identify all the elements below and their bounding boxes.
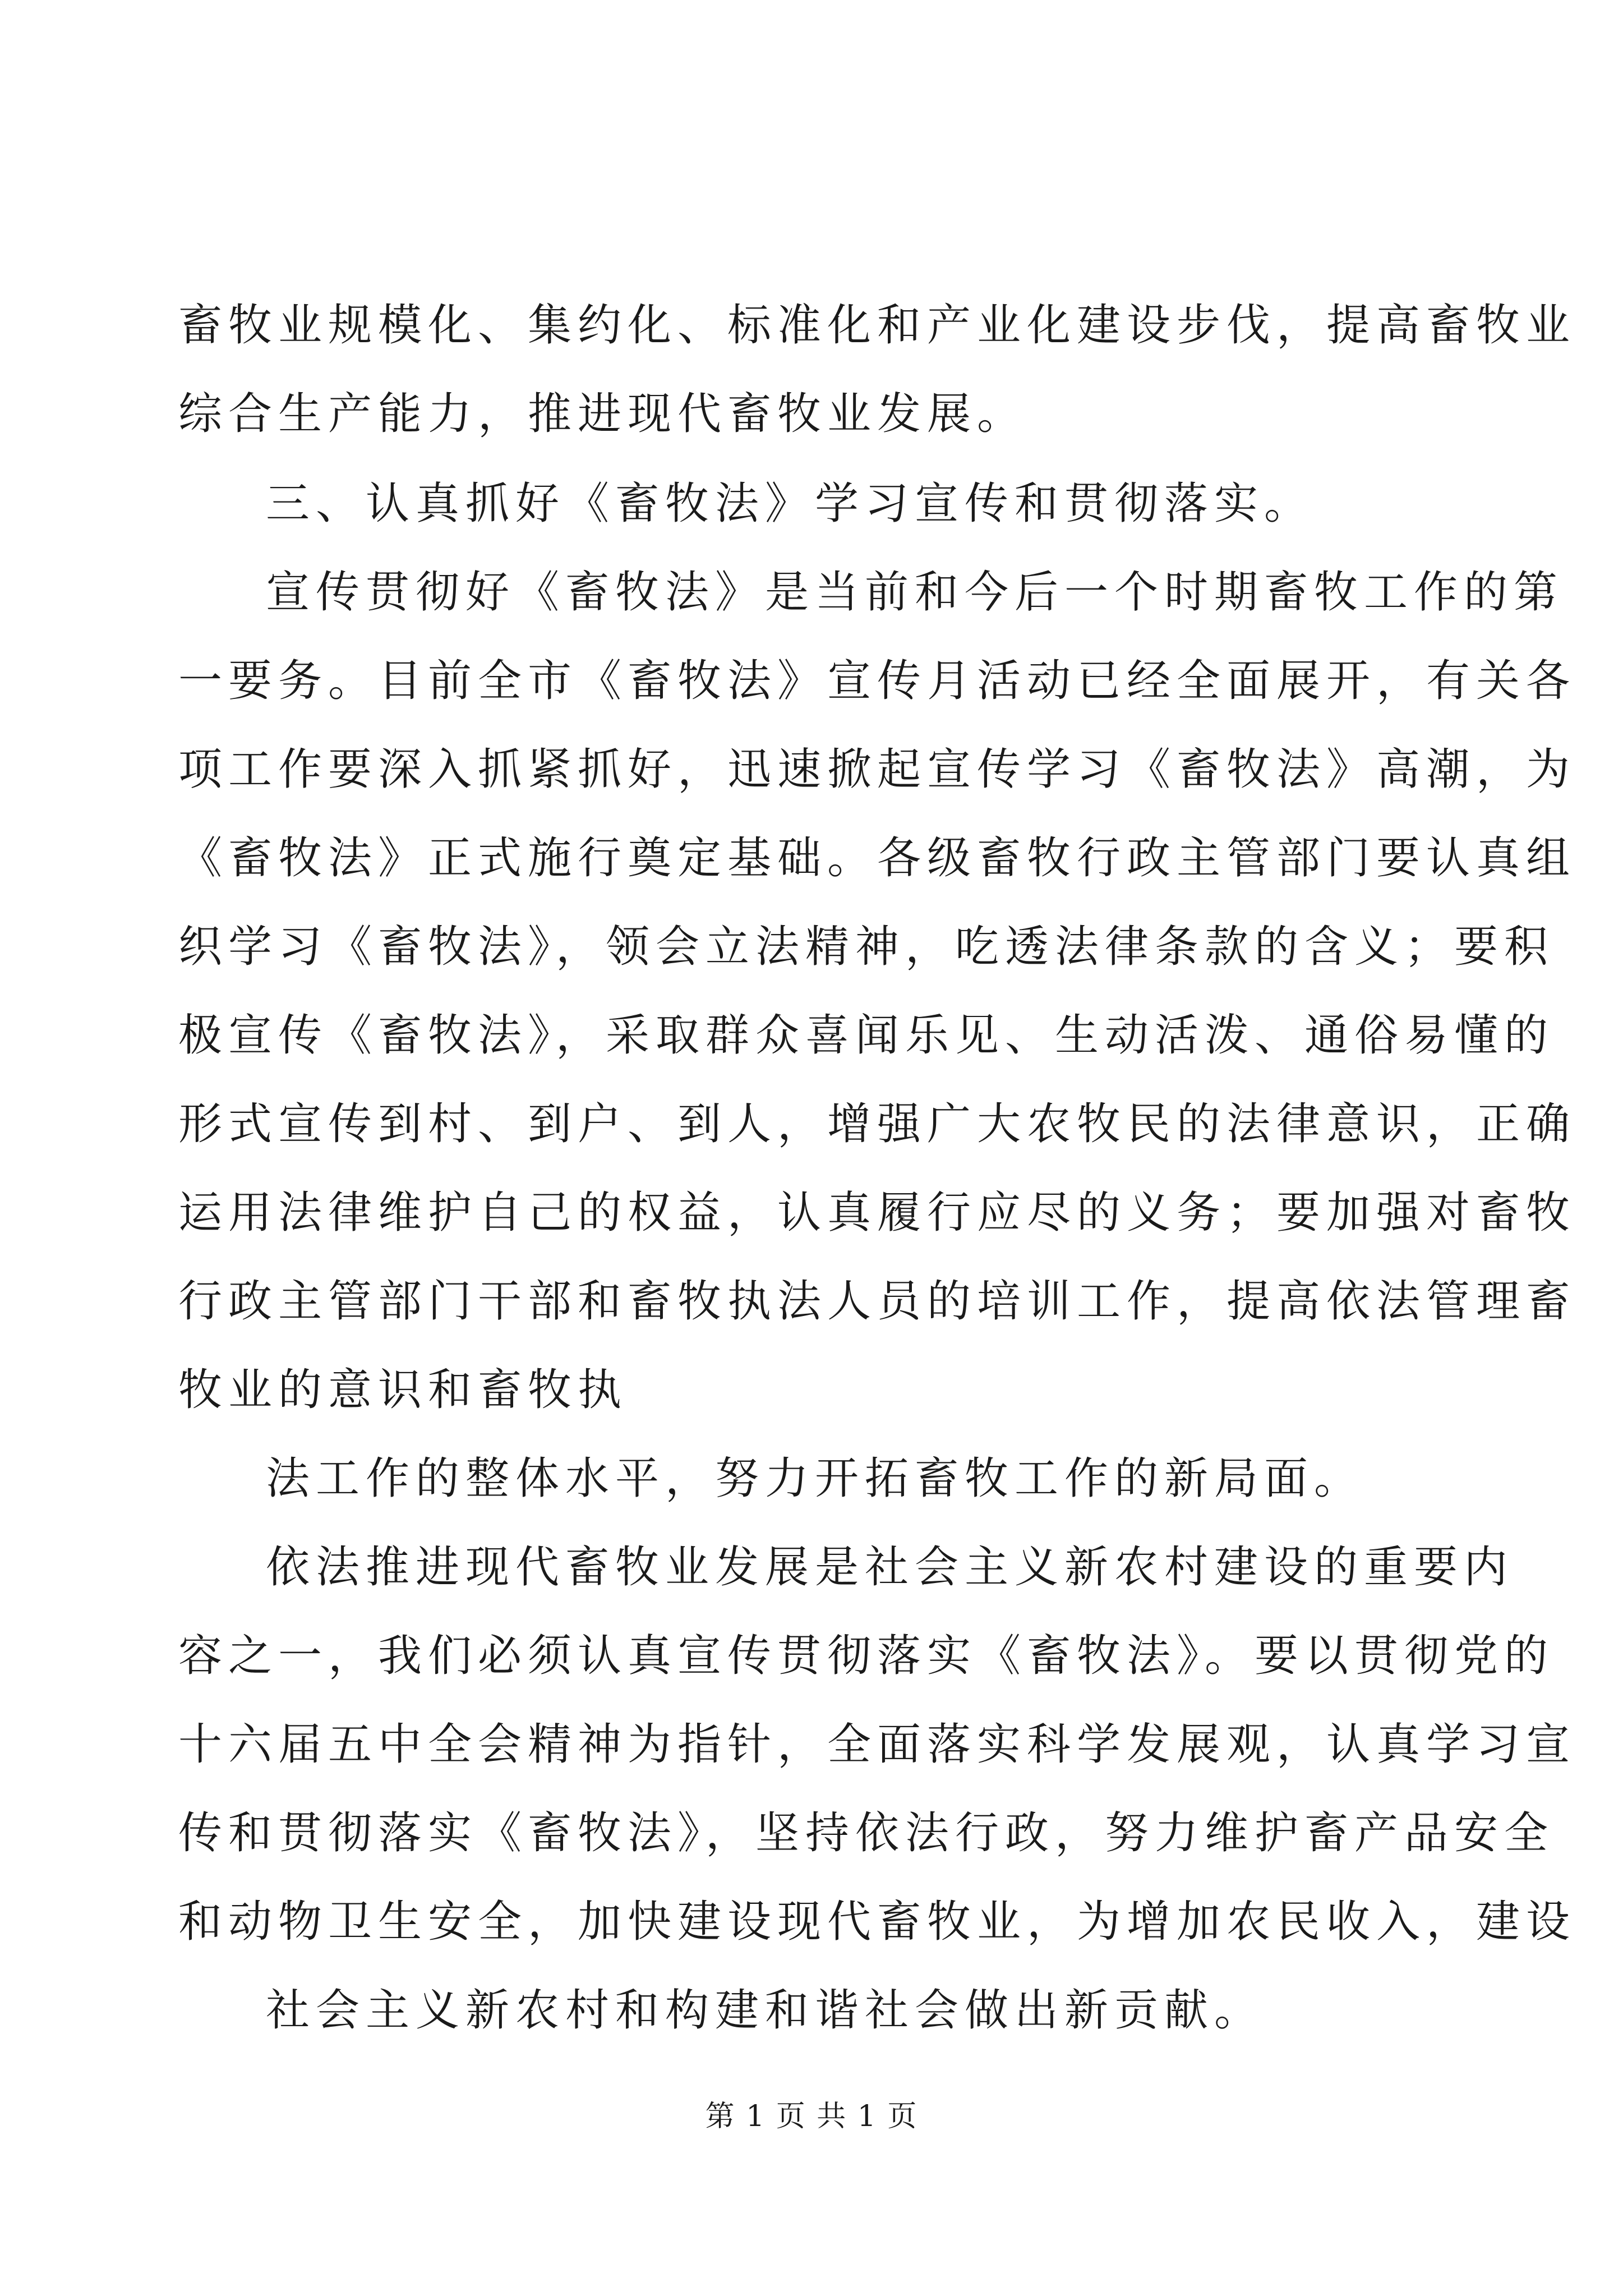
page-footer: 第 1 页 共 1 页 — [705, 2100, 918, 2133]
text-line: 畜牧业规模化、集约化、标准化和产业化建设步伐，提高畜牧业 — [178, 300, 1576, 351]
text-line: 社会主义新农村和构建和谐社会做出新贡献。 — [266, 1985, 1265, 2036]
section-heading: 三、认真抓好《畜牧法》学习宣传和贯彻落实。 — [266, 478, 1315, 529]
text-line: 项工作要深入抓紧抓好，迅速掀起宣传学习《畜牧法》高潮，为 — [178, 744, 1576, 795]
text-line: 织学习《畜牧法》，领会立法精神，吃透法律条款的含义；要积 — [178, 922, 1555, 972]
text-line: 行政主管部门干部和畜牧执法人员的培训工作，提高依法管理畜 — [178, 1276, 1576, 1327]
text-line: 综合生产能力，推进现代畜牧业发展。 — [178, 389, 1027, 439]
text-line: 容之一，我们必须认真宣传贯彻落实《畜牧法》。要以贯彻党的 — [178, 1631, 1555, 1681]
text-line: 传和贯彻落实《畜牧法》，坚持依法行政，努力维护畜产品安全 — [178, 1808, 1555, 1858]
text-line: 《畜牧法》正式施行奠定基础。各级畜牧行政主管部门要认真组 — [178, 833, 1576, 884]
text-line: 牧业的意识和畜牧执 — [178, 1365, 628, 1415]
text-line: 运用法律维护自己的权益，认真履行应尽的义务；要加强对畜牧 — [178, 1188, 1576, 1238]
text-line: 十六届五中全会精神为指针，全面落实科学发展观，认真学习宣 — [178, 1719, 1576, 1770]
text-line: 极宣传《畜牧法》，采取群众喜闻乐见、生动活泼、通俗易懂的 — [178, 1010, 1555, 1061]
text-line: 和动物卫生安全，加快建设现代畜牧业，为增加农民收入，建设 — [178, 1897, 1576, 1947]
text-line: 宣传贯彻好《畜牧法》是当前和今后一个时期畜牧工作的第 — [266, 567, 1564, 618]
text-line: 依法推进现代畜牧业发展是社会主义新农村建设的重要内 — [266, 1542, 1514, 1593]
text-line: 法工作的整体水平，努力开拓畜牧工作的新局面。 — [266, 1453, 1364, 1504]
text-line: 形式宣传到村、到户、到人，增强广大农牧民的法律意识，正确 — [178, 1099, 1576, 1149]
text-line: 一要务。目前全市《畜牧法》宣传月活动已经全面展开，有关各 — [178, 656, 1576, 706]
